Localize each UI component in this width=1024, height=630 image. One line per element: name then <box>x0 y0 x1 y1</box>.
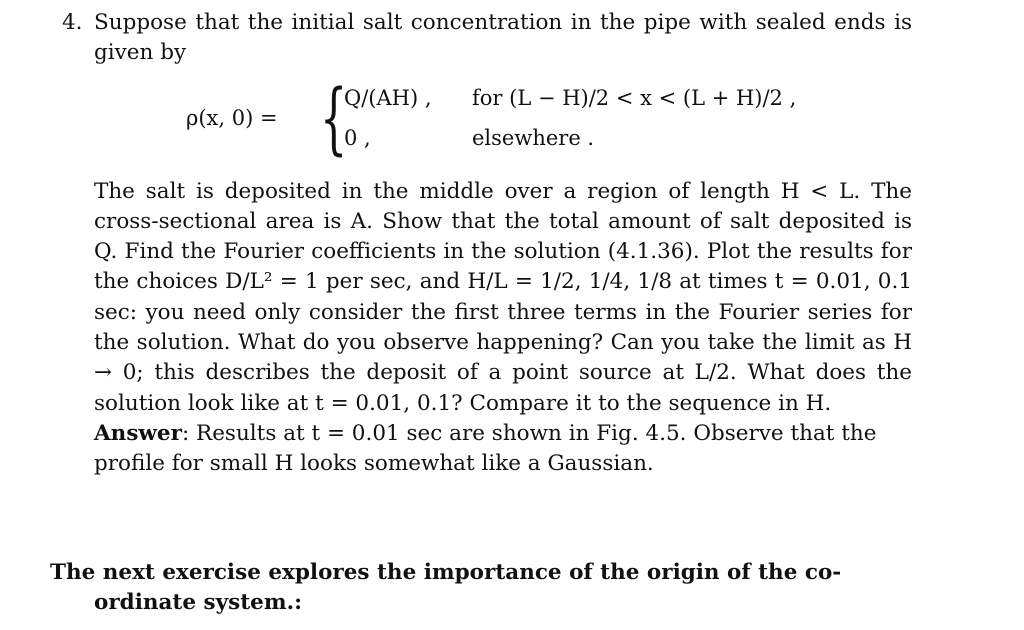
answer-text: : Results at t = 0.01 sec are shown in Fig. 4.5. Observe that the profile for small H looks somewhat like a Gaussian. <box>94 420 877 477</box>
exercise-body <box>94 8 912 480</box>
case2-value: 0 , <box>344 125 371 150</box>
initial-condition-equation <box>94 73 912 167</box>
note-line-1: The next exercise explores the importance of the origin of the co- <box>50 560 842 585</box>
exercise-intro: Suppose that the initial salt concentration in the pipe with sealed ends is given by <box>94 10 912 66</box>
answer-label: Answer <box>94 420 182 446</box>
case2-condition: elsewhere . <box>472 125 595 150</box>
case1-condition: for (L − H)/2 < x < (L + H)/2 , <box>472 85 797 110</box>
exercise-text: The salt is deposited in the middle over a region of length H < L. The cross-sectional area is A. Show that the total amount of salt deposited is Q. Find the Fourier coefficients in the solution (4.1.36). Plot the results for the choices D/L² = 1 per sec, and H/L = 1/2, 1/4, 1/8 at times t = 0.01, 0.1 sec: you need only consider the first three terms in the Fourier series for the solution. What do you observe happening? Can you take the limit as H → 0; this describes the deposit of a point source at L/2. What does the solution look like at t = 0.01, 0.1? Compare it to the sequence in H. <box>94 178 912 416</box>
note-line-2: ordinate system.: <box>94 590 303 616</box>
equation-lhs: ρ(x, 0) = <box>186 105 278 130</box>
case1-value: Q/(AH) , <box>344 85 432 110</box>
exercise-4 <box>62 8 912 480</box>
next-exercise-note <box>50 558 910 619</box>
exercise-number: 4. <box>62 10 83 35</box>
left-brace: { <box>320 73 348 164</box>
answer-paragraph <box>94 419 912 480</box>
